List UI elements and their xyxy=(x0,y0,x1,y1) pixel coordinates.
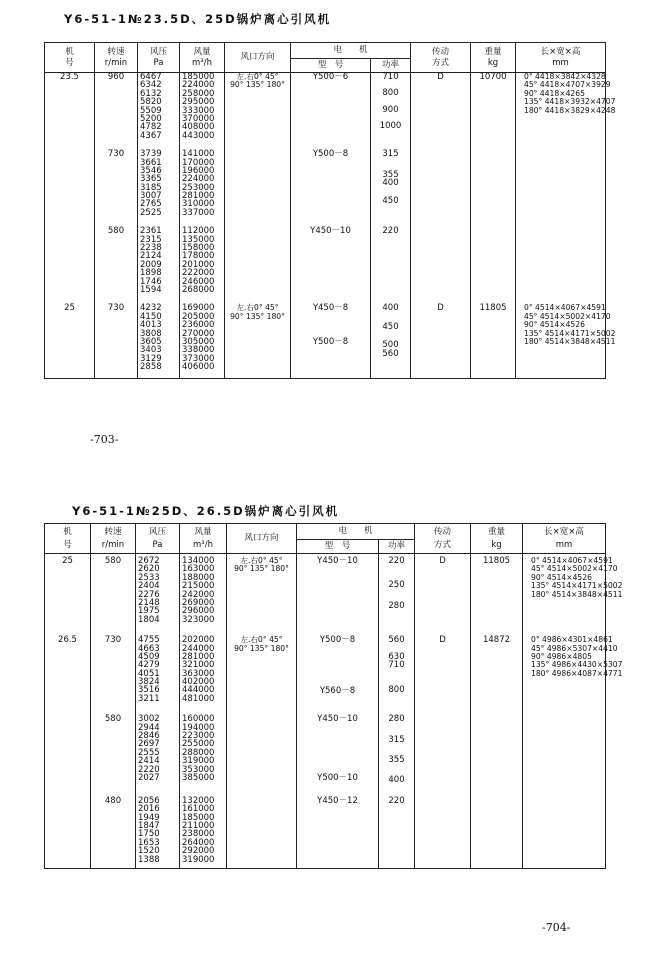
speed-cell: 730 xyxy=(95,294,138,371)
motor-power-cell: 560 630 710 800 xyxy=(379,624,415,703)
motor-power-cell: 220 250 280 xyxy=(379,554,415,625)
weight-cell xyxy=(471,703,523,785)
flow-cell: 141000 170000 196000 224000 253000 281000 310000 337000 xyxy=(180,140,225,217)
drive-cell: D xyxy=(411,294,471,371)
page-number-1: -703- xyxy=(90,433,119,446)
header-dims: 长×宽×高 mm xyxy=(516,43,606,73)
outlet-cell: 左.右0° 45° 90° 135° 180° xyxy=(227,624,297,703)
dims-cell: 0° 4986×4301×4861 45° 4986×5307×4410 90° 4986×4805 135° 4986×4430×5307 180° 4986×4087×4771 xyxy=(523,624,606,703)
header-motor: 电 机 xyxy=(297,524,415,540)
dims-cell xyxy=(523,785,606,864)
pressure-cell: 2361 2315 2238 2124 2009 1898 1746 1594 xyxy=(138,217,180,294)
drive-cell: D xyxy=(411,73,471,141)
pressure-cell: 3002 2944 2846 2697 2555 2414 2220 2027 xyxy=(136,703,180,785)
motor-model-cell: Y500－8 Y560－8 xyxy=(297,624,379,703)
pressure-cell: 2672 2620 2533 2404 2276 2148 1975 1804 xyxy=(136,554,180,625)
outlet-cell: 左.右0° 45° 90° 135° 180° xyxy=(227,554,297,625)
outlet-cell xyxy=(225,217,291,294)
dims-cell xyxy=(523,703,606,785)
header-motor-power: 功率 xyxy=(379,540,415,554)
speed-cell: 960 xyxy=(95,73,138,141)
motor-model-cell: Y450－12 xyxy=(297,785,379,864)
weight-cell xyxy=(471,217,516,294)
fan-no-cell: 25 xyxy=(45,294,95,371)
flow-cell: 169000 205000 236000 270000 305000 338000 373000 406000 xyxy=(180,294,225,371)
table-row xyxy=(45,294,606,371)
speed-cell: 580 xyxy=(91,703,136,785)
weight-cell: 10700 xyxy=(471,73,516,141)
drive-cell xyxy=(411,140,471,217)
motor-power-cell: 710 800 900 1000 xyxy=(371,73,411,141)
header-outlet: 风口方向 xyxy=(225,43,291,73)
outlet-cell xyxy=(227,703,297,785)
speed-cell: 730 xyxy=(91,624,136,703)
pressure-cell: 3739 3661 3546 3365 3185 3007 2765 2525 xyxy=(138,140,180,217)
dims-cell xyxy=(516,140,606,217)
header-pressure: 风压 Pa xyxy=(136,524,180,554)
motor-power-cell: 280 315 355 400 xyxy=(379,703,415,785)
fan-no-cell: 26.5 xyxy=(45,624,91,703)
flow-cell: 132000 161000 185000 211000 238000 264000 292000 319000 xyxy=(180,785,227,864)
weight-cell: 11805 xyxy=(471,294,516,371)
pressure-cell: 6467 6342 6132 5820 5509 5200 4782 4367 xyxy=(138,73,180,141)
header-outlet: 风口方向 xyxy=(227,524,297,554)
flow-cell: 160000 194000 223000 255000 288000 319000 353000 385000 xyxy=(180,703,227,785)
table-row xyxy=(45,864,606,869)
fan-spec-table-1 xyxy=(44,42,616,379)
table-title-2: Y6-51-1№25D、26.5D锅炉离心引风机 xyxy=(72,504,340,518)
motor-model-cell: Y450－8 Y500－8 xyxy=(291,294,371,371)
weight-cell xyxy=(471,785,523,864)
header-fan-no: 机 号 xyxy=(45,43,95,73)
header-dims: 长×宽×高 mm xyxy=(523,524,606,554)
table-row xyxy=(45,372,606,379)
header-speed: 转速 r/min xyxy=(95,43,138,73)
flow-cell: 202000 244000 281000 321000 363000 402000 444000 481000 xyxy=(180,624,227,703)
drive-cell xyxy=(415,703,471,785)
motor-model-cell: Y500－8 xyxy=(291,140,371,217)
dims-cell: 0° 4514×4067×4591 45° 4514×5002×4170 90° 4514×4526 135° 4514×4171×5002 180° 4514×3848×4511 xyxy=(516,294,606,371)
pressure-cell: 4755 4663 4509 4279 4051 3824 3516 3211 xyxy=(136,624,180,703)
drive-cell xyxy=(411,217,471,294)
header-weight: 重量 kg xyxy=(471,43,516,73)
fan-no-cell xyxy=(45,785,91,864)
dims-cell: 0° 4418×3842×4328 45° 4418×4707×3929 90° 4418×4265 135° 4418×3932×4707 180° 4418×3829×4248 xyxy=(516,73,606,141)
outlet-cell xyxy=(225,140,291,217)
header-drive: 传动 方式 xyxy=(411,43,471,73)
drive-cell: D xyxy=(415,624,471,703)
speed-cell: 580 xyxy=(91,554,136,625)
fan-no-cell: 23.5 xyxy=(45,73,95,141)
drive-cell: D xyxy=(415,554,471,625)
speed-cell: 730 xyxy=(95,140,138,217)
motor-model-cell: Y450－10 xyxy=(291,217,371,294)
table-row xyxy=(45,554,606,625)
motor-model-cell: Y450－10 Y500－10 xyxy=(297,703,379,785)
page-number-2: -704- xyxy=(542,921,571,934)
speed-cell: 480 xyxy=(91,785,136,864)
header-fan-no: 机 号 xyxy=(45,524,91,554)
table-row xyxy=(45,140,606,217)
dims-cell xyxy=(516,217,606,294)
flow-cell: 185000 224000 258000 295000 333000 370000 408000 443000 xyxy=(180,73,225,141)
fan-no-cell xyxy=(45,703,91,785)
motor-power-cell: 400 450 500 560 xyxy=(371,294,411,371)
weight-cell xyxy=(471,140,516,217)
header-motor-model: 型 号 xyxy=(291,59,371,73)
weight-cell: 14872 xyxy=(471,624,523,703)
pressure-cell: 4232 4150 4013 3808 3605 3403 3129 2858 xyxy=(138,294,180,371)
motor-power-cell: 220 xyxy=(371,217,411,294)
header-weight: 重量 kg xyxy=(471,524,523,554)
fan-no-cell xyxy=(45,140,95,217)
table-row xyxy=(45,703,606,785)
header-pressure: 风压 Pa xyxy=(138,43,180,73)
fan-no-cell: 25 xyxy=(45,554,91,625)
motor-power-cell: 315 355 400 450 xyxy=(371,140,411,217)
table-row xyxy=(45,785,606,864)
header-speed: 转速 r/min xyxy=(91,524,136,554)
dims-cell: 0° 4514×4067×4591 45° 4514×5002×4170 90° 4514×4526 135° 4514×4171×5002 180° 4514×3848×4511 xyxy=(523,554,606,625)
fan-spec-table-2 xyxy=(44,523,623,869)
header-flow: 风量 m³/h xyxy=(180,43,225,73)
header-motor-power: 功率 xyxy=(371,59,411,73)
flow-cell: 112000 135000 158000 178000 201000 222000 246000 268000 xyxy=(180,217,225,294)
motor-model-cell: Y500－6 xyxy=(291,73,371,141)
outlet-cell: 左.右0° 45° 90° 135° 180° xyxy=(225,73,291,141)
table-row xyxy=(45,73,606,141)
table-title-1: Y6-51-1№23.5D、25D锅炉离心引风机 xyxy=(64,12,332,26)
pressure-cell: 2056 2016 1949 1847 1750 1653 1520 1388 xyxy=(136,785,180,864)
outlet-cell xyxy=(227,785,297,864)
header-motor: 电 机 xyxy=(291,43,411,59)
flow-cell: 134000 163000 188000 215000 242000 269000 296000 323000 xyxy=(180,554,227,625)
motor-model-cell: Y450－10 xyxy=(297,554,379,625)
table-row xyxy=(45,624,606,703)
motor-power-cell: 220 xyxy=(379,785,415,864)
table-row xyxy=(45,217,606,294)
outlet-cell: 左.右0° 45° 90° 135° 180° xyxy=(225,294,291,371)
weight-cell: 11805 xyxy=(471,554,523,625)
header-drive: 传动 方式 xyxy=(415,524,471,554)
speed-cell: 580 xyxy=(95,217,138,294)
fan-no-cell xyxy=(45,217,95,294)
header-flow: 风量 m³/h xyxy=(180,524,227,554)
drive-cell xyxy=(415,785,471,864)
header-motor-model: 型 号 xyxy=(297,540,379,554)
